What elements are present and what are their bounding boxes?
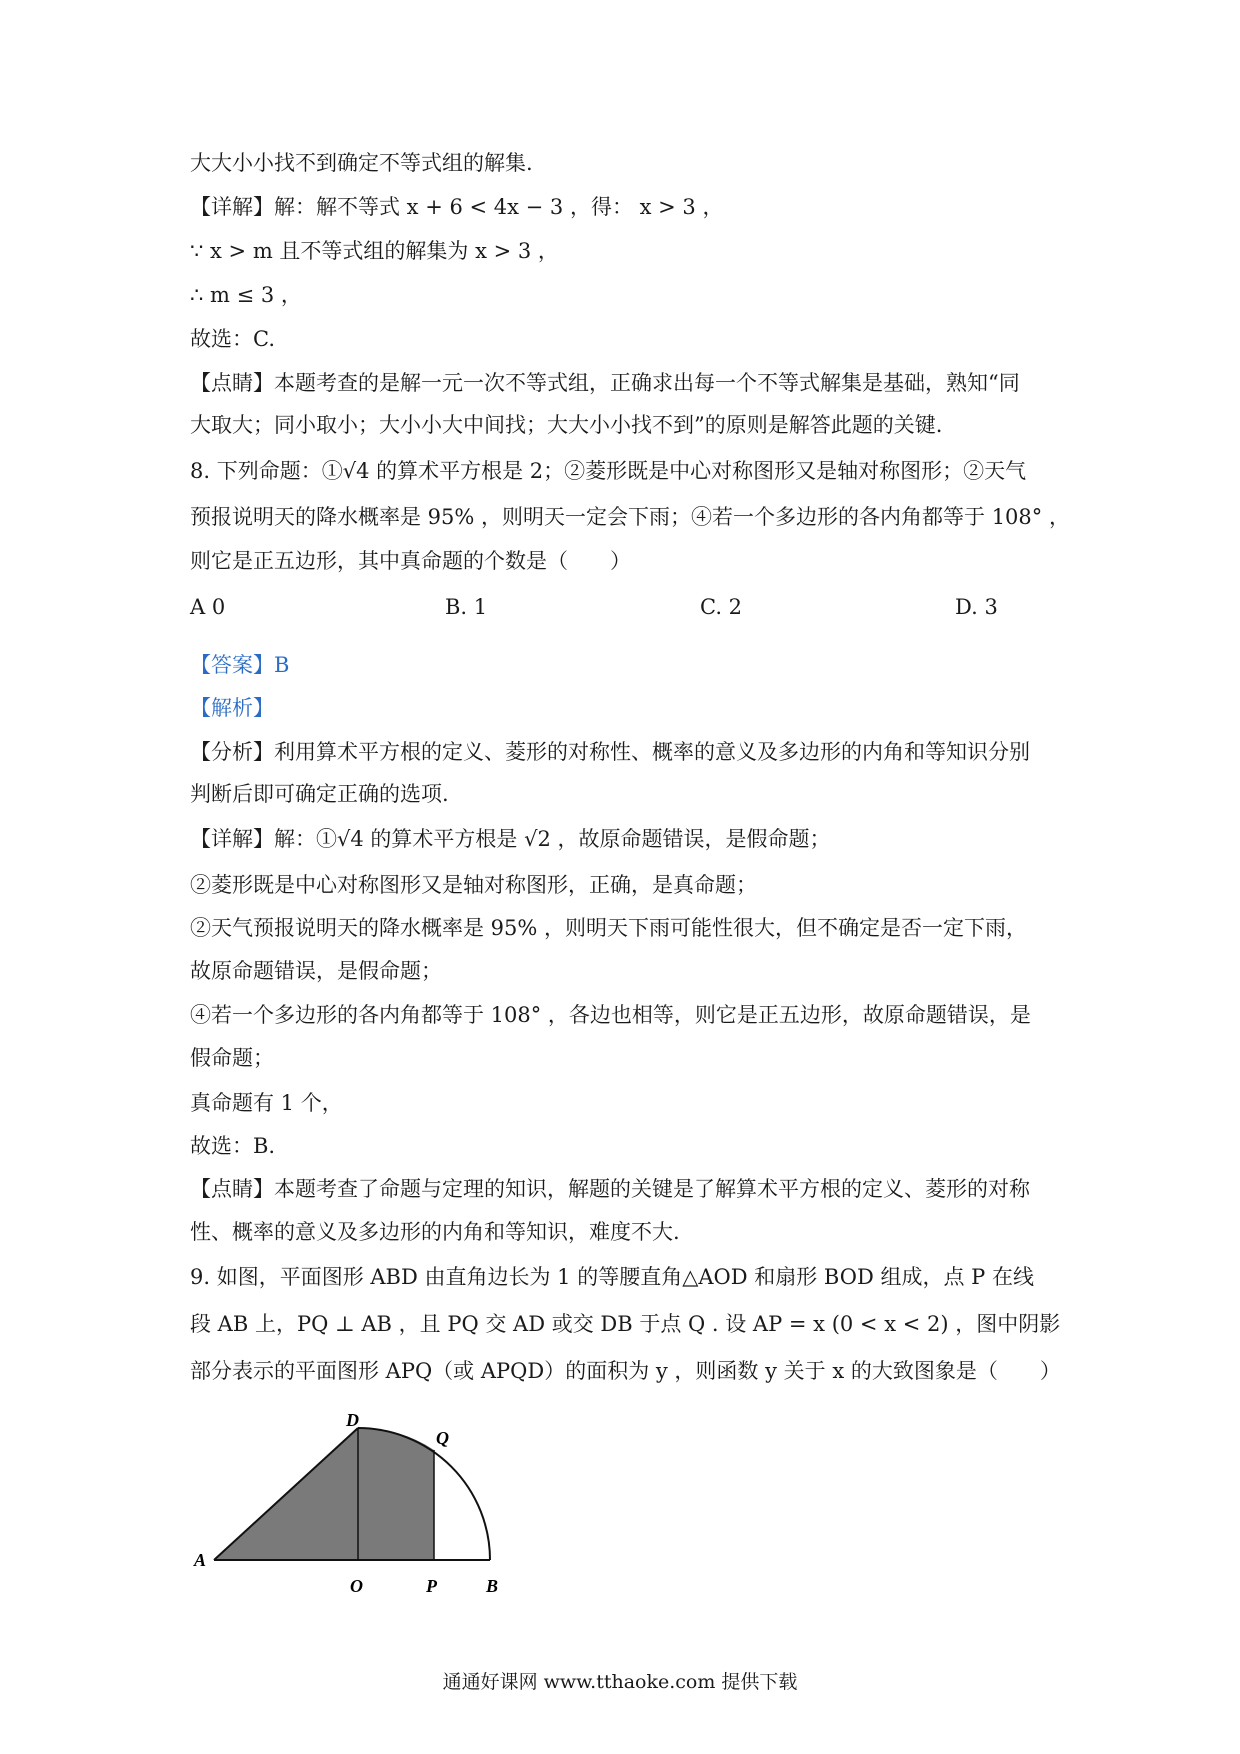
page-footer: 通通好课网 www.tthaoke.com 提供下载 — [442, 1671, 798, 1693]
geometry-figure — [190, 1410, 530, 1610]
analysis-label: 【解析】 — [190, 696, 274, 720]
question-9-line: 部分表示的平面图形 APQ（或 APQD）的面积为 y ，则函数 y 关于 x 的大致图象是（ ） — [190, 1359, 1061, 1383]
text-line: 性、概率的意义及多边形的内角和等知识，难度不大. — [190, 1220, 680, 1244]
label-p: P — [426, 1576, 437, 1596]
text-line: 假命题； — [190, 1046, 274, 1070]
text-line: 【点睛】本题考查了命题与定理的知识，解题的关键是了解算术平方根的定义、菱形的对称 — [190, 1177, 1030, 1201]
text-line: 判断后即可确定正确的选项. — [190, 782, 449, 806]
text-line: 大大小小找不到确定不等式组的解集. — [190, 151, 533, 175]
question-9-line: 段 AB 上，PQ ⊥ AB ，且 PQ 交 AD 或交 DB 于点 Q . 设 AP = x (0 < x < 2) ，图中阴影 — [190, 1312, 1061, 1336]
text-line: 【详解】解：解不等式 x + 6 < 4x − 3 ，得： x > 3 ， — [190, 195, 724, 219]
label-b: B — [486, 1576, 499, 1596]
text-line: 【分析】利用算术平方根的定义、菱形的对称性、概率的意义及多边形的内角和等知识分别 — [190, 740, 1030, 764]
question-9-line: 9. 如图，平面图形 ABD 由直角边长为 1 的等腰直角△AOD 和扇形 BOD 组成，点 P 在线 — [190, 1265, 1034, 1289]
text-line: 故选：B. — [190, 1134, 276, 1158]
text-line: 大取大；同小取小；大小小大中间找；大大小小找不到”的原则是解答此题的关键. — [190, 413, 943, 437]
question-8-line: 预报说明天的降水概率是 95% ，则明天一定会下雨；④若一个多边形的各内角都等于 108° ， — [190, 505, 1070, 529]
text-line: 真命题有 1 个， — [190, 1091, 343, 1115]
text-line: 故选：C. — [190, 327, 275, 351]
answer-line: 【答案】B — [190, 653, 290, 677]
option-c: C. 2 — [700, 595, 743, 619]
text-line: ②菱形既是中心对称图形又是轴对称图形，正确，是真命题； — [190, 873, 757, 897]
text-line: 【详解】解：①√4 的算术平方根是 √2 ，故原命题错误，是假命题； — [190, 827, 831, 851]
label-d: D — [346, 1410, 359, 1430]
label-o: O — [350, 1576, 363, 1596]
question-8-line: 8. 下列命题：①√4 的算术平方根是 2；②菱形既是中心对称图形又是轴对称图形；②天气 — [190, 459, 1027, 483]
option-a: A 0 — [190, 595, 226, 619]
text-line: ∴ m ≤ 3 ， — [190, 283, 302, 307]
label-q: Q — [436, 1428, 449, 1448]
text-line: 【点睛】本题考查的是解一元一次不等式组，正确求出每一个不等式解集是基础，熟知“同 — [190, 371, 1020, 395]
label-a: A — [194, 1550, 207, 1570]
question-8-line: 则它是正五边形，其中真命题的个数是（ ） — [190, 549, 631, 573]
option-b: B. 1 — [445, 595, 488, 619]
text-line: 故原命题错误，是假命题； — [190, 959, 442, 983]
text-line: ②天气预报说明天的降水概率是 95% ，则明天下雨可能性很大，但不确定是否一定下雨， — [190, 916, 1028, 940]
text-line: ∵ x > m 且不等式组的解集为 x > 3 ， — [190, 239, 559, 263]
text-line: ④若一个多边形的各内角都等于 108° ，各边也相等，则它是正五边形，故原命题错误，是 — [190, 1003, 1031, 1027]
option-d: D. 3 — [955, 595, 998, 619]
